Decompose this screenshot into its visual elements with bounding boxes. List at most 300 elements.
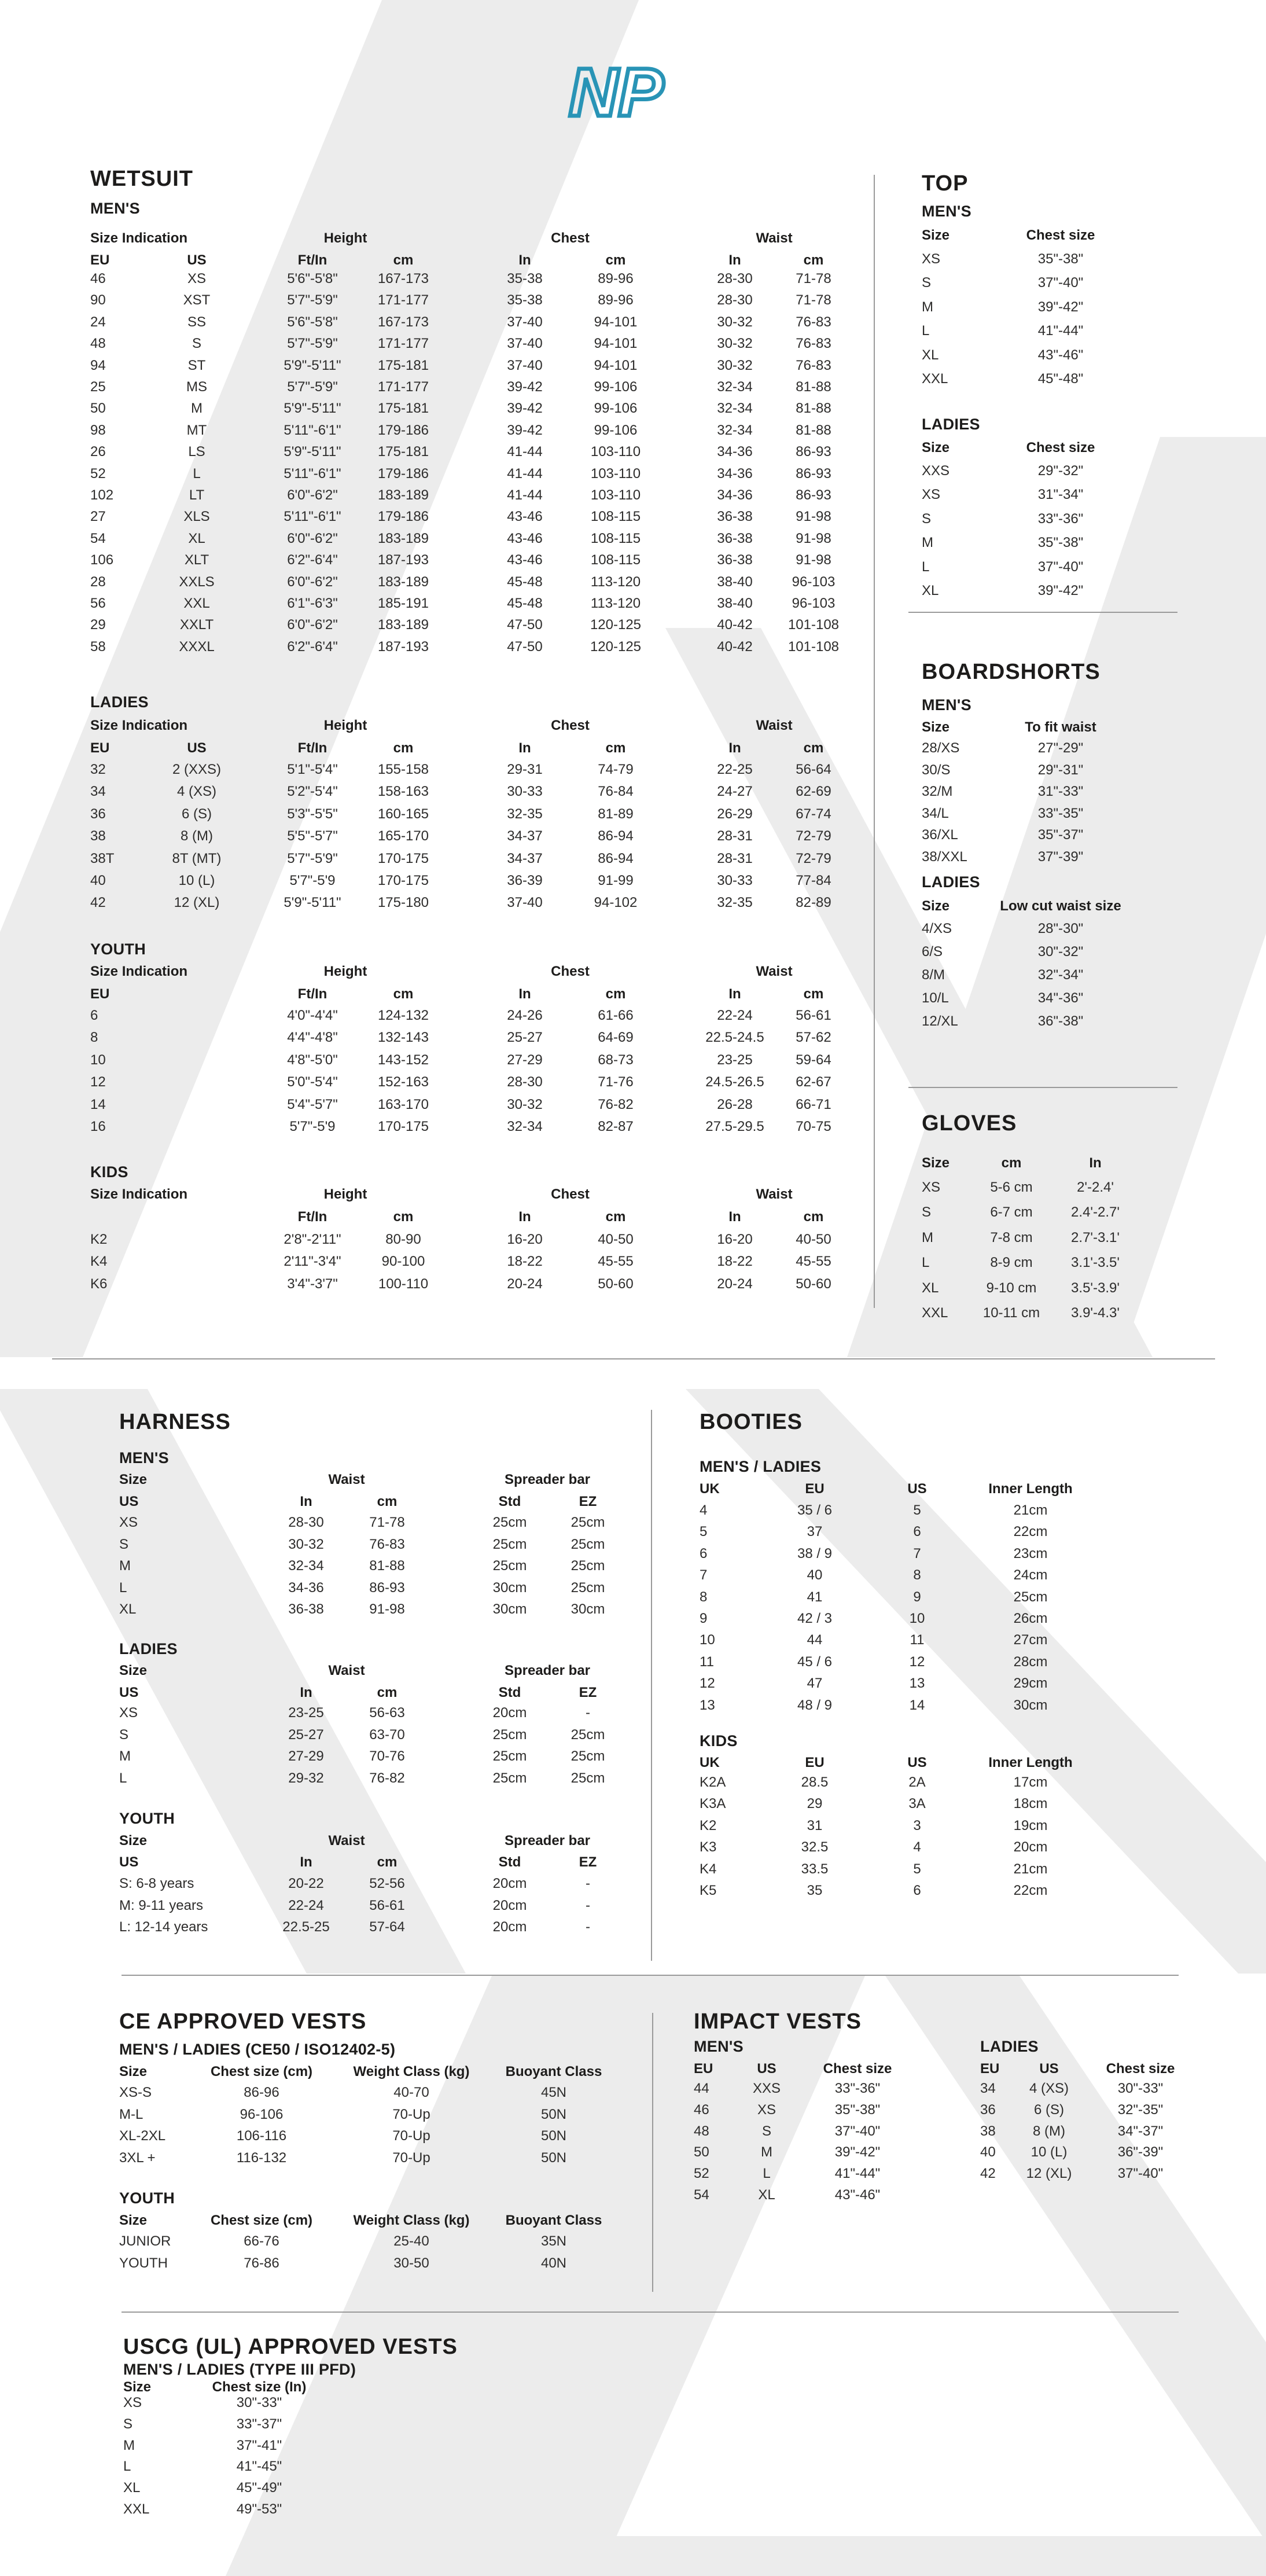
cell: L — [193, 465, 201, 482]
cell: 101-108 — [787, 638, 840, 655]
table-subtitle: MEN'S / LADIES — [700, 1458, 822, 1475]
column-header-row — [90, 739, 860, 758]
cell: 76-83 — [369, 1536, 405, 1552]
cell: 96-103 — [792, 596, 836, 611]
column-header: Chest — [551, 1186, 590, 1202]
cell: 36/XL — [922, 827, 958, 843]
cell: - — [586, 1897, 590, 1913]
cell: 6'0"-6'2" — [287, 617, 338, 633]
column-header-row — [119, 1853, 889, 1872]
column-header: Std — [498, 1494, 521, 1509]
cell: 32-34 — [717, 379, 753, 395]
cell: 49"-53" — [236, 2501, 282, 2517]
table-subtitle: MEN'S / LADIES (CE50 / ISO12402-5) — [119, 2041, 396, 2058]
cell: 179-186 — [377, 509, 429, 525]
cell: 103-110 — [590, 444, 641, 460]
cell: 3.1'-3.5' — [1071, 1255, 1120, 1271]
cell: 33"-36" — [1037, 510, 1084, 527]
cell: 34"-37" — [1117, 2123, 1164, 2139]
divider-line — [122, 1975, 1179, 1976]
column-header: Size Indication — [90, 718, 188, 733]
cell: 120-125 — [590, 617, 642, 633]
cell: M — [123, 2437, 135, 2453]
column-header: Height — [323, 964, 367, 979]
column-header: EU — [805, 1755, 825, 1770]
column-header: Size — [922, 1155, 950, 1171]
cell: 45-48 — [507, 596, 543, 611]
cell: 22.5-25 — [282, 1919, 330, 1935]
column-header: EZ — [579, 1685, 597, 1700]
cell: 20-24 — [507, 1276, 543, 1292]
cell: 57-62 — [796, 1030, 831, 1046]
column-header: Spreader bar — [504, 1833, 591, 1849]
cell: 6'1"-6'3" — [287, 596, 338, 611]
cell: 13 — [700, 1697, 715, 1713]
cell: 50 — [90, 400, 106, 417]
cell: 30cm — [492, 1579, 527, 1596]
cell: 34"-36" — [1037, 990, 1084, 1006]
cell: 82-87 — [598, 1119, 634, 1134]
column-header: cm — [803, 986, 824, 1002]
cell: 30"-33" — [1117, 2081, 1164, 2096]
cell: 2'11"-3'4" — [284, 1254, 341, 1270]
cell: 9 — [913, 1589, 921, 1605]
cell: 40 — [90, 873, 106, 888]
cell: 152-163 — [377, 1074, 429, 1090]
cell: 32 — [90, 762, 106, 777]
cell: 30-33 — [717, 873, 753, 888]
cell: 50N — [540, 2128, 567, 2144]
cell: 5'3"-5'5" — [287, 806, 338, 822]
cell: 96-103 — [792, 574, 836, 590]
cell: 28-31 — [717, 850, 753, 866]
cell: 6'2"-6'4" — [287, 552, 338, 568]
column-group-header — [90, 1185, 860, 1204]
cell: 5'9"-5'11" — [284, 895, 341, 911]
cell: L — [123, 2459, 131, 2475]
cell: 80-90 — [385, 1232, 421, 1247]
column-header: Waist — [328, 1472, 365, 1487]
cell: 167-173 — [377, 314, 429, 330]
cell: 5 — [913, 1861, 921, 1877]
cell: 101-108 — [787, 617, 840, 633]
column-header: Chest — [551, 964, 590, 979]
cell: LT — [189, 487, 205, 503]
cell: 71-78 — [796, 271, 831, 286]
cell: 31"-34" — [1037, 487, 1084, 503]
cell: 46 — [694, 2101, 709, 2118]
cell: L — [119, 1770, 127, 1786]
cell: 20-22 — [288, 1876, 324, 1891]
column-header: cm — [377, 1854, 398, 1870]
column-header: In — [300, 1494, 312, 1509]
cell: 32/M — [922, 784, 953, 800]
cell: 32"-34" — [1037, 967, 1084, 983]
cell: 4'4"-4'8" — [287, 1030, 338, 1046]
table-subtitle: MEN'S — [922, 203, 971, 220]
cell: 30/S — [922, 762, 951, 778]
column-header: In — [728, 1209, 741, 1225]
column-header: Ft/In — [297, 986, 327, 1002]
cell: 20-24 — [717, 1276, 753, 1292]
cell: 37 — [807, 1524, 823, 1540]
cell: 94 — [90, 357, 106, 373]
cell: 27 — [90, 509, 106, 525]
column-header: cm — [393, 740, 414, 756]
cell: 5'6"-5'8" — [287, 271, 338, 286]
cell: 36"-38" — [1037, 1013, 1084, 1029]
cell: 76-82 — [369, 1770, 405, 1786]
column-header: US — [119, 1685, 139, 1700]
cell: 28cm — [1013, 1653, 1048, 1670]
cell: S — [922, 510, 932, 527]
column-header: Size — [119, 1833, 148, 1849]
column-header-row — [922, 897, 1266, 916]
cell: 36 — [980, 2101, 996, 2118]
cell: 11 — [910, 1632, 925, 1648]
cell: 6'0"-6'2" — [287, 530, 338, 546]
cell: 5 — [913, 1502, 921, 1518]
cell: 23-25 — [288, 1705, 324, 1721]
cell: 67-74 — [796, 806, 831, 822]
column-header: Size Indication — [90, 1186, 188, 1202]
column-header: Std — [498, 1685, 521, 1700]
cell: 29"-32" — [1037, 463, 1084, 479]
table-subtitle: LADIES — [119, 1640, 178, 1658]
cell: 41"-45" — [236, 2459, 282, 2475]
cell: ST — [187, 357, 206, 373]
cell: 31 — [807, 1817, 823, 1833]
cell: 40-42 — [717, 638, 753, 655]
cell: 39-42 — [507, 422, 543, 438]
cell: 50 — [694, 2144, 709, 2160]
cell: 13 — [909, 1675, 925, 1692]
cell: 35"-38" — [834, 2101, 881, 2118]
cell: 35"-38" — [1037, 535, 1084, 551]
cell: 22.5-24.5 — [705, 1030, 764, 1046]
cell: K3A — [700, 1796, 726, 1812]
cell: 3A — [908, 1796, 926, 1812]
cell: 25cm — [492, 1748, 527, 1765]
cell: 50-60 — [598, 1276, 634, 1292]
cell: 18-22 — [507, 1254, 543, 1270]
cell: 86-93 — [796, 465, 831, 482]
cell: 34-37 — [507, 850, 543, 866]
cell: 25cm — [492, 1726, 527, 1743]
cell: 35N — [540, 2233, 567, 2249]
cell: S — [123, 2416, 133, 2432]
cell: 165-170 — [377, 828, 429, 844]
column-group-header — [119, 1832, 889, 1850]
column-header: US — [187, 252, 207, 268]
cell: 76-82 — [598, 1096, 634, 1112]
column-header: Size Indication — [90, 230, 188, 246]
cell: 36-38 — [717, 509, 753, 525]
cell: 6 — [90, 1008, 98, 1023]
cell: 12 — [909, 1653, 925, 1670]
cell: 5'11"-6'1" — [284, 465, 341, 482]
cell: 90-100 — [381, 1254, 425, 1270]
cell: XS — [922, 251, 941, 267]
cell: 94-102 — [594, 895, 638, 911]
cell: 5'2"-5'4" — [287, 784, 338, 800]
cell: JUNIOR — [119, 2233, 171, 2249]
column-header: Size — [119, 1663, 148, 1678]
cell: 5'7"-5'9 — [289, 1119, 336, 1134]
cell: XS — [922, 1179, 941, 1195]
column-header: US — [757, 2061, 776, 2077]
cell: 5'5"-5'7" — [287, 828, 338, 844]
column-header: Size — [922, 898, 950, 914]
cell: 43-46 — [507, 530, 543, 546]
column-header: Waist — [756, 964, 793, 979]
cell: 70-Up — [392, 2149, 430, 2166]
table-subtitle: MEN'S / LADIES (TYPE III PFD) — [123, 2361, 356, 2378]
cell: XL — [922, 1280, 939, 1296]
cell: 25cm — [571, 1770, 605, 1786]
cell: 170-175 — [377, 1119, 429, 1134]
cell: S — [119, 1726, 129, 1743]
table-subtitle: YOUTH — [119, 2189, 175, 2207]
cell: 42 / 3 — [797, 1611, 833, 1626]
cell: 27-29 — [288, 1748, 324, 1765]
cell: 10-11 cm — [982, 1305, 1040, 1321]
column-header: Inner Length — [988, 1481, 1073, 1497]
cell: 5'7"-5'9" — [287, 292, 338, 308]
cell: 5'1"-5'4" — [287, 762, 338, 777]
cell: K6 — [90, 1276, 108, 1292]
cell: 26-29 — [717, 806, 753, 822]
cell: 113-120 — [590, 596, 641, 611]
cell: 21cm — [1013, 1861, 1048, 1877]
cell: 3.9'-4.3' — [1071, 1305, 1120, 1321]
cell: 40-50 — [796, 1232, 831, 1247]
cell: 86-94 — [598, 828, 634, 844]
cell: - — [586, 1705, 590, 1721]
cell: 81-88 — [796, 422, 831, 438]
cell: XL — [922, 583, 939, 598]
cell: 175-180 — [377, 895, 429, 911]
cell: XL — [758, 2187, 775, 2203]
cell: 187-193 — [377, 638, 429, 655]
column-header-row — [922, 1154, 1266, 1173]
column-header-row — [922, 718, 1266, 737]
cell: 35"-37" — [1037, 827, 1084, 843]
cell: 36-38 — [717, 552, 753, 568]
table-subtitle: YOUTH — [119, 1810, 175, 1827]
column-header: Waist — [756, 1186, 793, 1202]
cell: 45"-49" — [236, 2480, 282, 2496]
cell: XXL — [922, 1305, 948, 1321]
cell: 5'4"-5'7" — [287, 1096, 338, 1112]
cell: 96-106 — [240, 2106, 284, 2122]
column-header: Ft/In — [297, 252, 327, 268]
cell: 25cm — [571, 1536, 605, 1552]
cell: XS — [187, 271, 206, 286]
cell: 124-132 — [377, 1008, 429, 1023]
cell: 30"-33" — [236, 2395, 282, 2410]
column-header: In — [1089, 1155, 1102, 1171]
cell: 47-50 — [507, 617, 543, 633]
cell: 5'7"-5'9" — [287, 850, 338, 866]
cell: 32.5 — [801, 1839, 829, 1855]
cell: 64-69 — [598, 1030, 634, 1046]
cell: 25-27 — [507, 1030, 543, 1046]
column-header: US — [907, 1481, 927, 1497]
cell: 30-33 — [507, 784, 543, 800]
cell: 94-101 — [594, 357, 638, 373]
cell: 106-116 — [236, 2128, 287, 2144]
cell: 4'8"-5'0" — [287, 1052, 338, 1068]
cell: 22cm — [1013, 1883, 1048, 1898]
cell: 25cm — [492, 1536, 527, 1552]
cell: 36-39 — [507, 873, 543, 888]
cell: MS — [186, 379, 207, 395]
cell: 9 — [700, 1611, 708, 1626]
cell: 40-42 — [717, 617, 753, 633]
cell: XXL — [183, 596, 210, 611]
cell: 179-186 — [377, 422, 429, 438]
cell: 47-50 — [507, 638, 543, 655]
cell: MT — [186, 422, 207, 438]
cell: 29 — [807, 1796, 823, 1812]
cell: 42 — [90, 895, 106, 911]
cell: 30-32 — [288, 1536, 324, 1552]
cell: 90 — [90, 292, 106, 308]
cell: 40 — [980, 2144, 996, 2160]
cell: 10 (L) — [178, 873, 215, 888]
table-subtitle: LADIES — [922, 873, 980, 891]
cell: 57-64 — [369, 1919, 405, 1935]
cell: LS — [188, 444, 205, 460]
cell: 56 — [90, 596, 106, 611]
cell: 5'11"-6'1" — [284, 509, 341, 525]
column-header: EZ — [579, 1494, 597, 1509]
cell: 68-73 — [598, 1052, 634, 1068]
cell: 30-32 — [717, 336, 753, 352]
column-header: cm — [803, 740, 824, 756]
cell: 43"-46" — [1037, 347, 1084, 363]
cell: 36-38 — [288, 1601, 324, 1617]
column-header: Waist — [756, 230, 793, 246]
cell: 26cm — [1013, 1611, 1048, 1626]
column-header: Size — [119, 2064, 148, 2079]
column-header: Chest size — [1026, 227, 1095, 243]
cell: XXS — [752, 2081, 781, 2096]
cell: 52-56 — [369, 1876, 405, 1891]
cell: XL — [922, 347, 939, 363]
column-group-header — [90, 962, 860, 981]
cell: 6 (S) — [181, 806, 212, 822]
cell: 108-115 — [590, 530, 641, 546]
cell: 5'9"-5'11" — [284, 400, 341, 417]
cell: 37-40 — [507, 314, 543, 330]
column-group-header — [90, 716, 860, 735]
cell: XLS — [183, 509, 210, 525]
cell: 38 / 9 — [797, 1545, 833, 1561]
column-header: Buoyant Class — [505, 2064, 602, 2079]
cell: 25cm — [1013, 1589, 1048, 1605]
cell: 29cm — [1013, 1675, 1048, 1692]
cell: 30-32 — [717, 314, 753, 330]
cell: 59-64 — [796, 1052, 831, 1068]
cell: 24 — [90, 314, 106, 330]
column-header-row — [700, 1754, 1266, 1772]
cell: 38 — [90, 828, 106, 844]
cell: 6-7 cm — [990, 1204, 1033, 1221]
column-header: cm — [393, 986, 414, 1002]
cell: 41-44 — [507, 444, 543, 460]
column-header: In — [728, 252, 741, 268]
cell: K4 — [90, 1254, 108, 1270]
cell: 56-61 — [796, 1008, 831, 1023]
cell: K5 — [700, 1883, 717, 1898]
table-subtitle: MEN'S — [119, 1449, 169, 1467]
cell: 34-36 — [288, 1579, 324, 1596]
cell: XXL — [922, 371, 948, 387]
cell: 4/XS — [922, 921, 952, 936]
column-header-row — [90, 985, 860, 1004]
cell: XLT — [184, 552, 209, 568]
cell: 10 — [90, 1052, 106, 1068]
cell: 91-98 — [369, 1601, 405, 1617]
cell: XXS — [922, 463, 950, 479]
cell: 28-31 — [717, 828, 753, 844]
cell: 62-69 — [796, 784, 831, 800]
cell: 39-42 — [507, 379, 543, 395]
cell: 76-83 — [796, 314, 831, 330]
column-header: cm — [393, 252, 414, 268]
cell: - — [586, 1876, 590, 1891]
cell: 81-89 — [598, 806, 634, 822]
cell: 94-101 — [594, 314, 638, 330]
cell: 41-44 — [507, 487, 543, 503]
table-subtitle: MEN'S — [922, 696, 971, 714]
column-header: Chest size — [1106, 2061, 1175, 2077]
cell: 38/XXL — [922, 849, 967, 865]
column-header: Size Indication — [90, 964, 188, 979]
cell: 25cm — [571, 1515, 605, 1530]
cell: 171-177 — [377, 336, 429, 352]
column-header: Chest size — [823, 2061, 892, 2077]
column-header: In — [518, 252, 531, 268]
cell: XL-2XL — [119, 2128, 166, 2144]
column-header: Std — [498, 1854, 521, 1870]
cell: 37"-40" — [1037, 275, 1084, 291]
cell: 12 — [90, 1074, 106, 1090]
column-header: Weight Class (kg) — [353, 2064, 470, 2079]
cell: 76-83 — [796, 336, 831, 352]
cell: 32-34 — [507, 1119, 543, 1134]
cell: 25cm — [492, 1770, 527, 1786]
cell: 48 — [90, 336, 106, 352]
cell: 81-88 — [796, 379, 831, 395]
cell: 86-94 — [598, 850, 634, 866]
cell: 20cm — [492, 1705, 527, 1721]
divider-line — [122, 2312, 1179, 2313]
column-header: cm — [377, 1494, 398, 1509]
cell: 22-24 — [717, 1008, 753, 1023]
cell: 9-10 cm — [986, 1280, 1037, 1296]
cell: 99-106 — [594, 379, 638, 395]
cell: 20cm — [492, 1876, 527, 1891]
cell: 37-40 — [507, 357, 543, 373]
cell: 170-175 — [377, 873, 429, 888]
cell: 56-64 — [796, 762, 831, 777]
cell: 45 / 6 — [797, 1653, 833, 1670]
cell: K4 — [700, 1861, 717, 1877]
column-header: Inner Length — [988, 1755, 1073, 1770]
